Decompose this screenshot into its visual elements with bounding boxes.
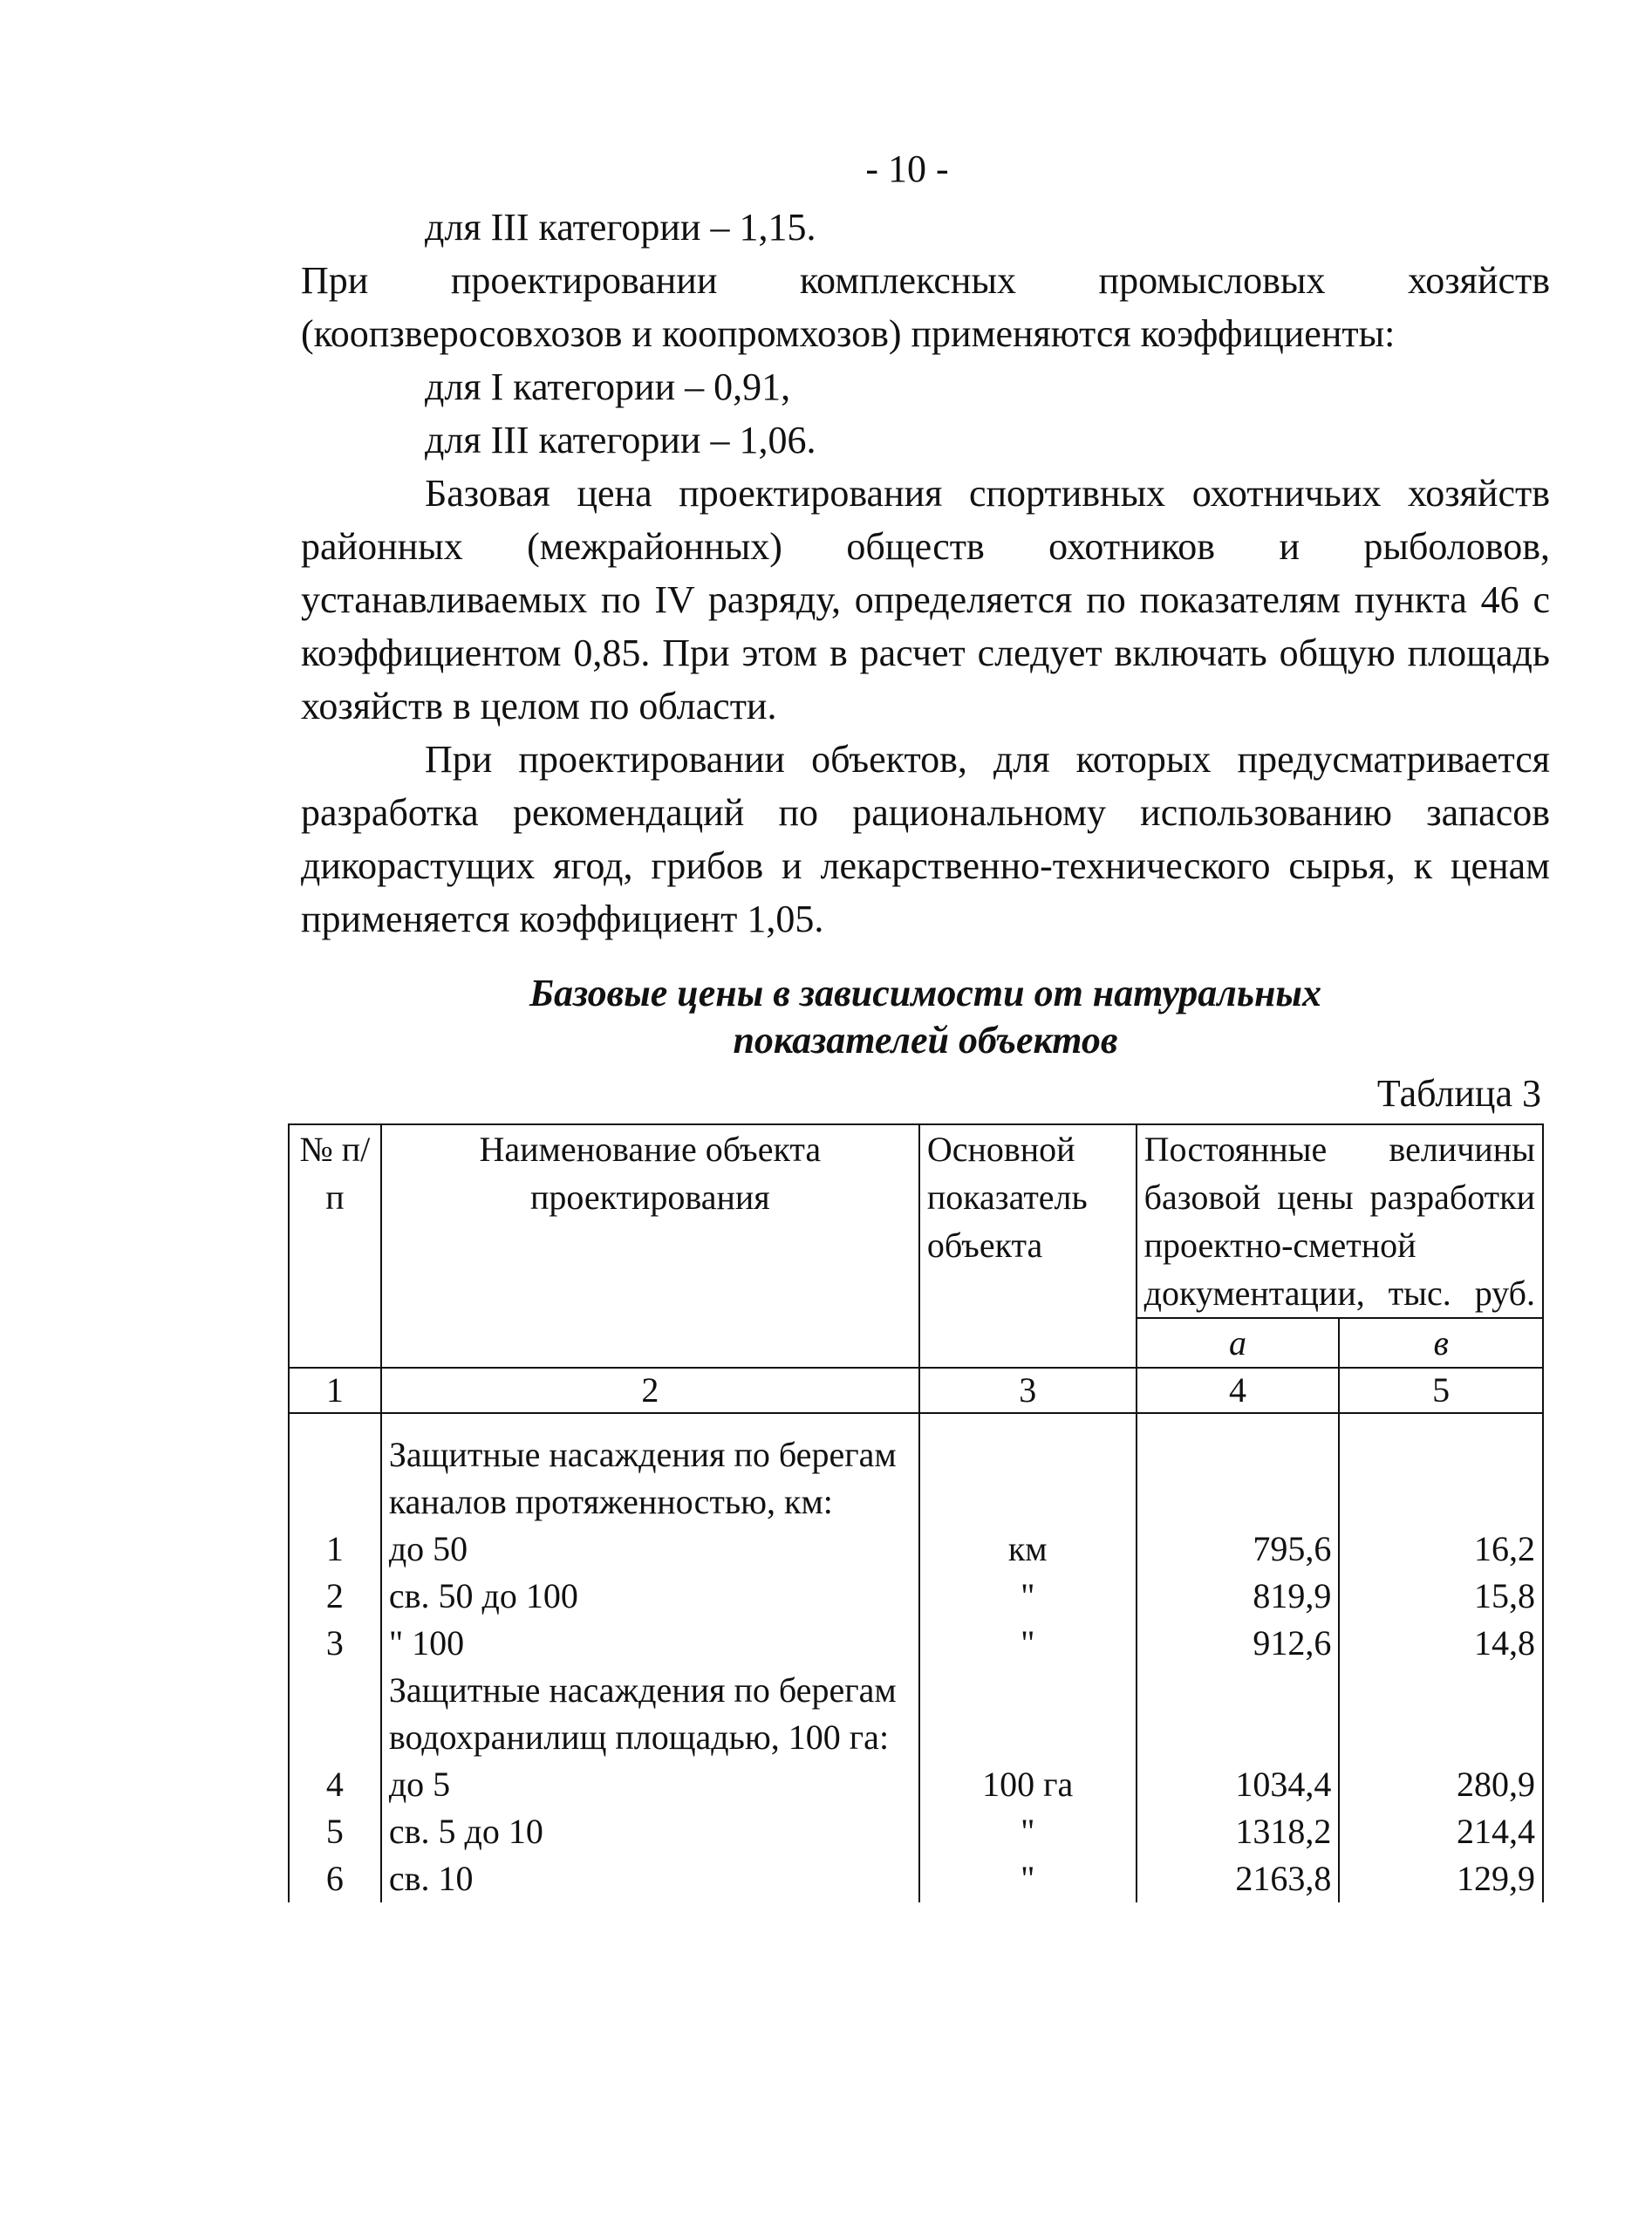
- row-unit: 100 га: [919, 1761, 1137, 1808]
- header-indicator: Основной показатель объекта: [919, 1124, 1137, 1368]
- column-number: 4: [1137, 1368, 1340, 1413]
- row-unit: ": [919, 1808, 1137, 1855]
- column-number: 2: [381, 1368, 919, 1413]
- row-value-a: 1034,4: [1137, 1761, 1340, 1808]
- row-unit: км: [919, 1526, 1137, 1573]
- table-row: [289, 1620, 1543, 1667]
- row-value-a: 795,6: [1137, 1526, 1340, 1573]
- text-line-category-3: для III категории – 1,15.: [425, 206, 816, 249]
- table-heading-line-2: показателей объектов: [733, 1019, 1118, 1062]
- row-unit: ": [919, 1620, 1137, 1667]
- row-name: " 100: [381, 1620, 919, 1667]
- row-value-b: 214,4: [1339, 1808, 1543, 1855]
- row-unit: ": [919, 1855, 1137, 1902]
- row-value-b: 280,9: [1339, 1761, 1543, 1808]
- header-sub-b: в: [1339, 1318, 1543, 1368]
- row-unit: ": [919, 1573, 1137, 1620]
- row-value-b: 14,8: [1339, 1620, 1543, 1667]
- column-number: 3: [919, 1368, 1137, 1413]
- header-no: № п/п: [289, 1124, 381, 1368]
- group-title-row: [289, 1431, 1543, 1526]
- table-row: [289, 1526, 1543, 1573]
- row-name: св. 10: [381, 1855, 919, 1902]
- row-no: 2: [289, 1573, 381, 1620]
- row-no: 3: [289, 1620, 381, 1667]
- row-no: 4: [289, 1761, 381, 1808]
- group-title-canals: Защитные насаждения по берегам каналов протяженностью, км:: [381, 1431, 919, 1526]
- row-value-a: 819,9: [1137, 1573, 1340, 1620]
- row-no: 6: [289, 1855, 381, 1902]
- table-row: [289, 1573, 1543, 1620]
- row-value-a: 2163,8: [1137, 1855, 1340, 1902]
- header-sub-a: а: [1137, 1318, 1340, 1368]
- column-number: 5: [1339, 1368, 1543, 1413]
- row-name: до 50: [381, 1526, 919, 1573]
- text-line-category-1: для I категории – 0,91,: [425, 365, 791, 408]
- body-text: [301, 201, 1550, 946]
- table-row: [289, 1761, 1543, 1808]
- row-no: 1: [289, 1526, 381, 1573]
- paragraph-complex-farms: При проектировании комплексных промысловых хозяйств (коопзверосовхозов и коопромхозов) применяются коэффициенты:: [301, 259, 1550, 355]
- group-title-row: [289, 1667, 1543, 1761]
- column-number: 1: [289, 1368, 381, 1413]
- row-value-b: 129,9: [1339, 1855, 1543, 1902]
- table-heading: [301, 970, 1550, 1064]
- header-constants: Постоянные величины базовой цены разработки проектно-сметной документации, тыс. руб.: [1137, 1124, 1543, 1318]
- row-name: св. 50 до 100: [381, 1573, 919, 1620]
- row-value-a: 912,6: [1137, 1620, 1340, 1667]
- column-number-row: [289, 1368, 1543, 1413]
- text-line-category-3b: для III категории – 1,06.: [425, 419, 816, 461]
- group-title-reservoirs: Защитные насаждения по берегам водохранилищ площадью, 100 га:: [381, 1667, 919, 1761]
- row-value-b: 15,8: [1339, 1573, 1543, 1620]
- table-heading-line-1: Базовые цены в зависимости от натуральных: [529, 972, 1321, 1014]
- page-number: - 10 -: [865, 147, 949, 190]
- row-value-a: 1318,2: [1137, 1808, 1340, 1855]
- table-label: Таблица 3: [1376, 1072, 1541, 1115]
- table-row: [289, 1808, 1543, 1855]
- price-table: [288, 1123, 1544, 1902]
- table-row: [289, 1855, 1543, 1902]
- row-name: до 5: [381, 1761, 919, 1808]
- paragraph-wild-resources: При проектировании объектов, для которых предусматривается разработка рекомендаций по рациональному использованию запасов дикорастущих ягод, грибов и лекарственно-технического сырья, к ценам применяется коэффициент 1,05.: [301, 738, 1550, 940]
- row-value-b: 16,2: [1339, 1526, 1543, 1573]
- paragraph-sport-hunting: Базовая цена проектирования спортивных охотничьих хозяйств районных (межрайонных) обществ охотников и рыболовов, устанавливаемых по IV разряду, определяется по показателям пункта 46 с коэффициентом 0,85. При этом в расчет следует включать общую площадь хозяйств в целом по области.: [301, 472, 1550, 727]
- header-name: Наименование объекта проектирования: [381, 1124, 919, 1368]
- row-no: 5: [289, 1808, 381, 1855]
- row-name: св. 5 до 10: [381, 1808, 919, 1855]
